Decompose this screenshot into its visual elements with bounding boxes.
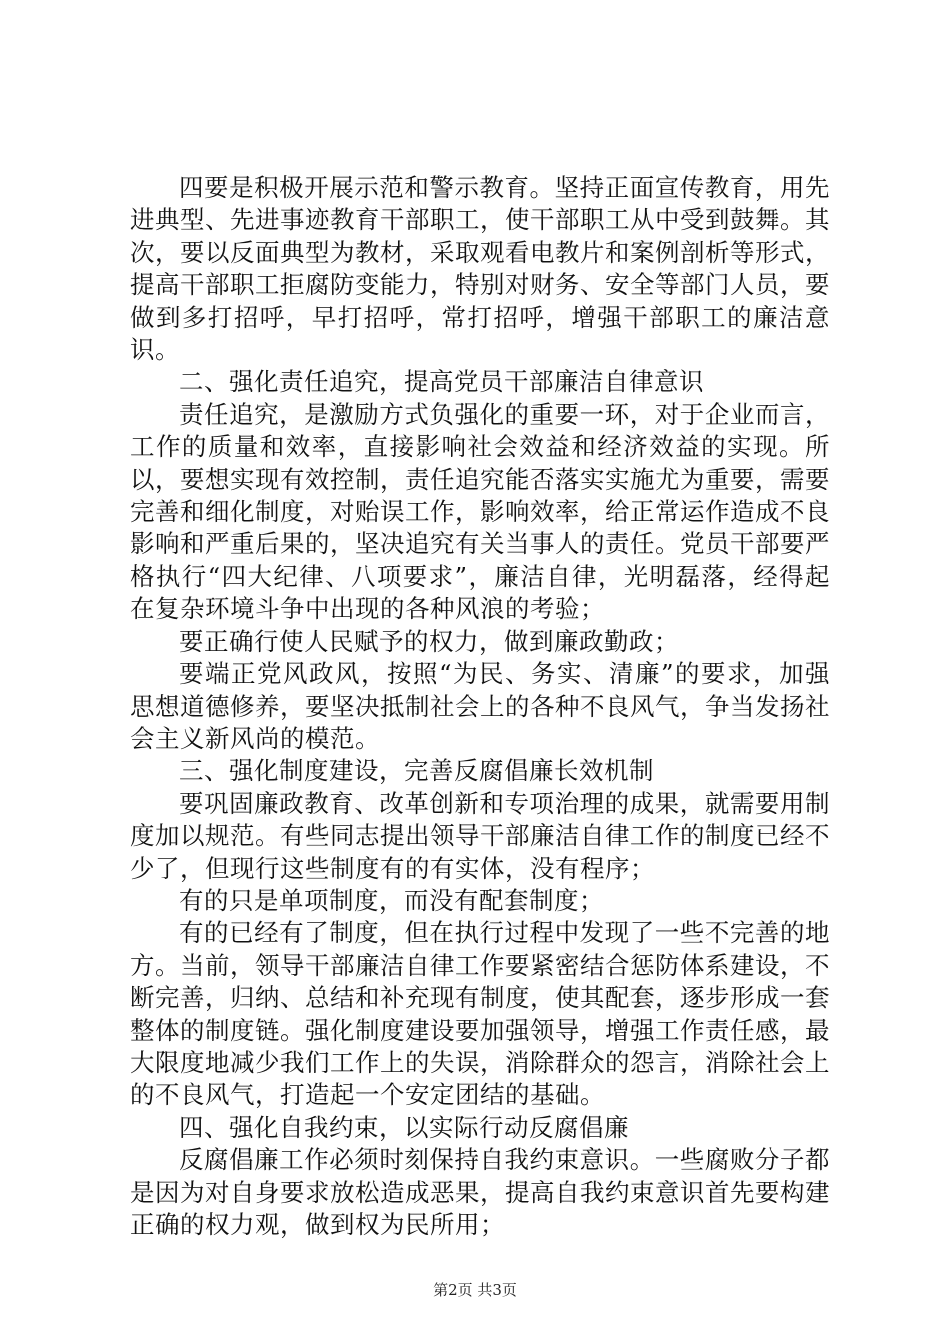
paragraph-system-chain: 有的已经有了制度，但在执行过程中发现了一些不完善的地方。当前，领导干部廉洁自律工作要紧密结合惩防体系建设，不断完善，归纳、总结和补充现有制度，使其配套，逐步形成一套整体的制度链。强化制度建设要加强领导，增强工作责任感，最大限度地减少我们工作上的失误，消除群众的怨言，消除社会上的不良风气，打造起一个安定团结的基础。 xyxy=(130,918,830,1110)
paragraph-single-system: 有的只是单项制度，而没有配套制度； xyxy=(179,885,604,915)
paragraph-accountability: 责任追究，是激励方式负强化的重要一环，对于企业而言，工作的质量和效率，直接影响社会效益和经济效益的实现。所以，要想实现有效控制，责任追究能否落实实施尤为重要，需要完善和细化制度，对贻误工作，影响效率，给正常运作造成不良影响和严重后果的，坚决追究有关当事人的责任。党员干部要严格执行“四大纪律、八项要求”，廉洁自律，光明磊落，经得起在复杂环境斗争中出现的各种风浪的考验； xyxy=(130,399,830,624)
page-footer: 第2页 共3页 xyxy=(433,1281,517,1299)
paragraph-warning-education: 四要是积极开展示范和警示教育。坚持正面宣传教育，用先进典型、先进事迹教育干部职工，使干部职工从中受到鼓舞。其次，要以反面典型为教材，采取观看电教片和案例剖析等形式，提高干部职工拒腐防变能力，特别对财务、安全等部门人员，要做到多打招呼，早打招呼，常打招呼，增强干部职工的廉洁意识。 xyxy=(130,173,830,365)
document-body xyxy=(130,172,830,1241)
paragraph-use-power: 要正确行使人民赋予的权力，做到廉政勤政； xyxy=(179,626,679,656)
paragraph-system-norms: 要巩固廉政教育、改革创新和专项治理的成果，就需要用制度加以规范。有些同志提出领导干部廉洁自律工作的制度已经不少了，但现行这些制度有的有实体，没有程序； xyxy=(130,788,830,883)
section-heading-3: 三、强化制度建设，完善反腐倡廉长效机制 xyxy=(179,756,654,786)
section-heading-2: 二、强化责任追究，提高党员干部廉洁自律意识 xyxy=(179,367,704,397)
section-heading-4: 四、强化自我约束，以实际行动反腐倡廉 xyxy=(179,1112,629,1142)
paragraph-party-style: 要端正党风政风，按照“为民、务实、清廉”的要求，加强思想道德修养，要坚决抵制社会上的各种不良风气，争当发扬社会主义新风尚的模范。 xyxy=(130,659,830,753)
paragraph-self-restraint: 反腐倡廉工作必须时刻保持自我约束意识。一些腐败分子都是因为对自身要求放松造成恶果，提高自我约束意识首先要构建正确的权力观，做到权为民所用； xyxy=(130,1145,830,1239)
